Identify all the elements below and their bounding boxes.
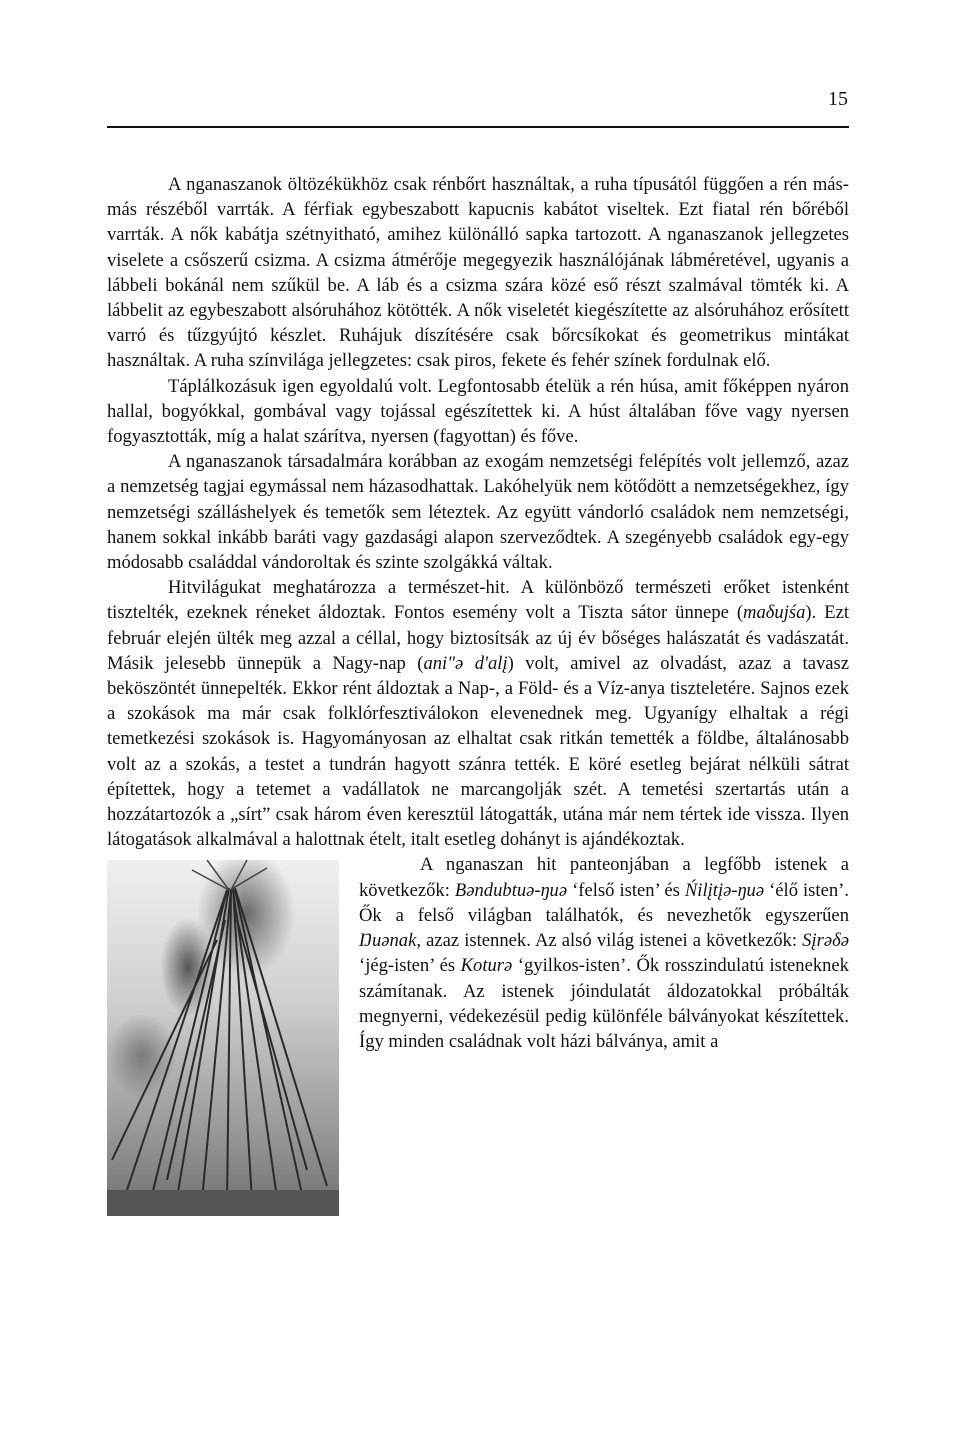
paragraph-clothing: A nganaszanok öltözékükhöz csak rénbőrt használtak, a ruha típusától függően a rén más-más részéből varrták. A férfiak egybeszabott kapucnis kabátot viseltek. Ezt fiatal rén bőréből varrták. A nők kabátja szétnyitható, amihez különálló sapka tartozott. A nganaszanok jellegzetes viselete a csőszerű csizma. A csizma átmérője megegyezik használójának lábméretével, ugyanis a lábbeli bokánál nem szűkül be. A láb és a csizma szára közé eső részt szalmával tömték ki. A lábbelit az egybeszabott alsóruhához kötötték. A nők viseletét kiegészítette az alsóruhához erősített varró és tűzgyújtó készlet. Ruhájuk díszítésére csak bőrcsíkokat és geometrikus mintákat használtak. A ruha színvilága jellegzetes: csak piros, fekete és fehér színek fordulnak elő. — [107, 174, 849, 372]
burial-tent-illustration — [107, 860, 339, 1216]
page-number: 15 — [828, 88, 848, 110]
paragraph-society: A nganaszanok társadalmára korábban az exogám nemzetségi felépítés volt jellemző, azaz a nemzetség tagjai egymással nem házasodhattak. Lakóhelyük nem kötődött a nemzetségekhez, így nemzetségi szálláshelyek és temetők sem léteztek. Az együtt vándorló családok nem nemzetségi, hanem sokkal inkább baráti vagy gazdasági alapon szerveződtek. A szegényebb családok egy-egy módosabb családdal vándoroltak és szinte szolgákká váltak. — [107, 451, 849, 574]
paragraph-food: Táplálkozásuk igen egyoldalú volt. Legfontosabb ételük a rén húsa, amit főképpen nyáron hallal, bogyókkal, gombával vagy tojással egészítettek ki. A húst általában főve vagy nyersen fogyasztották, míg a halat szárítva, nyersen (fagyottan) és főve. — [107, 375, 849, 448]
term-bandubtua-nua: Bəndubtuə-ŋuə — [454, 879, 568, 901]
term-nilitia-nua: Ńilįtįə-ŋuə — [684, 879, 765, 901]
photo-burial-tent — [107, 860, 339, 1216]
page-body — [107, 172, 849, 1220]
term-sirada: Sįrəδə — [802, 930, 849, 952]
term-nuanak: Ŋuənak — [359, 930, 417, 952]
paragraph-beliefs: Hitvilágukat meghatározza a természet-hit. A különböző természeti erőket istenként tisztelték, ezeknek réneket áldoztak. Fontos esemény volt a Tiszta sátor ünnepe (maδujśa). Ezt február elején ülték meg azzal a céllal, hogy biztosítsák az új év bőséges halászatát és vadászatát. Másik jelesebb ünnepük a Nagy-nap (ani"ə d'alį) volt, amivel az olvadást, azaz a tavasz beköszöntét ünnepelték. Ekkor rént áldoztak a Nap-, a Föld- és a Víz-anya tiszteletére. Sajnos ezek a szokások ma már csak folklórfesztiválokon elevenednek meg. Ugyanígy elhaltak a régi temetkezési szokások is. Hagyományosan az elhaltat csak ritkán temették a földbe, általánosabb volt az a szokás, a testet a tundrán hagyott szánra tették. E köré esetleg bejárat nélküli sátrat építettek, hogy a tetemet a vadállatok ne marcangolják szét. A temetési szertartás után a hozzátartozók a „sírt” csak három éven keresztül látogatták, utána már nem tértek ide vissza. Ilyen látogatások alkalmával a halottnak ételt, italt esetleg dohányt is ajándékoztak. — [107, 577, 849, 851]
term-tiszta-sator: maδujśa — [743, 602, 806, 624]
paragraph-pantheon: A nganaszan hit panteonjában a legfőbb istenek a következők: Bəndubtuə-ŋuə ‘felső isten’ és Ńilįtįə-ŋuə ‘élő isten’. Ők a felső világban találhatók, és nevezhetők egyszerűen Ŋuənak, azaz istennek. Az alsó világ istenei a következők: Sįrəδə ‘jég-isten’ és Koturə ‘gyilkos-isten’. Ők rosszindulatú isteneknek számítanak. Az istenek jóindulatát áldozatokkal próbálták megnyerni, védekezésül pedig különféle bálványokat készítettek. Így minden családnak volt házi bálványa, amit a — [107, 852, 849, 1054]
term-kotura: Koturə — [460, 955, 513, 977]
header-rule — [107, 126, 849, 128]
term-nagy-nap: ani"ə d'alį — [423, 652, 508, 674]
